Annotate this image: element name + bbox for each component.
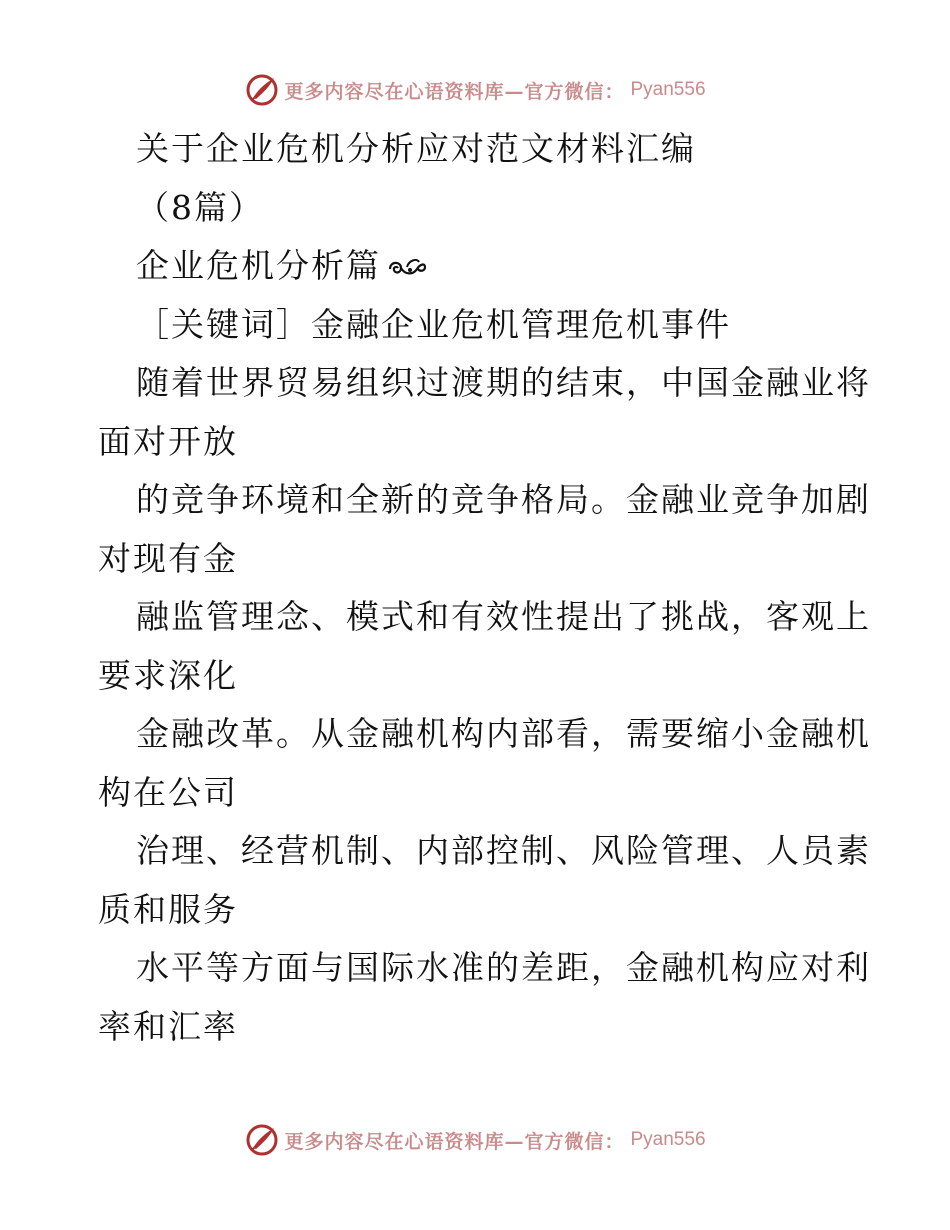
header-banner-text: 更多内容尽在心语资料库—官方微信： [284,80,625,103]
red-quill-logo-icon [244,72,280,108]
body-line: 水平等方面与国际水准的差距，金融机构应对利 [136,948,871,987]
document-title: 关于企业危机分析应对范文材料汇编 [136,129,696,168]
body-line: 质和服务 [98,889,238,929]
body-line: 治理、经营机制、内部控制、风险管理、人员素 [136,831,871,870]
fleuron-ornament-icon [387,255,427,279]
section-heading-line [98,237,858,296]
body-line: 率和汇率 [98,1006,238,1046]
header-banner [0,70,950,110]
section-heading: 企业危机分析篇 [136,246,381,285]
document-body [98,120,871,1056]
body-line: 要求深化 [98,655,238,695]
footer-banner [0,1120,950,1160]
footer-wechat-id: Pyan556 [630,1129,706,1150]
body-line: 构在公司 [98,772,238,812]
document-title-count: （8篇） [136,187,264,227]
body-line: 随着世界贸易组织过渡期的结束，中国金融业将 [136,363,871,402]
body-line: 对现有金 [98,538,238,578]
footer-banner-text: 更多内容尽在心语资料库—官方微信： [284,1130,625,1153]
header-wechat-id: Pyan556 [630,79,706,100]
body-line: 融监管理念、模式和有效性提出了挑战，客观上 [136,597,871,636]
red-quill-logo-icon [244,1122,280,1158]
body-line: 金融改革。从金融机构内部看，需要缩小金融机 [136,714,871,753]
body-line: 面对开放 [98,421,238,461]
body-line: 的竞争环境和全新的竞争格局。金融业竞争加剧 [136,480,871,519]
keywords-line: ［关键词］金融企业危机管理危机事件 [136,304,731,344]
